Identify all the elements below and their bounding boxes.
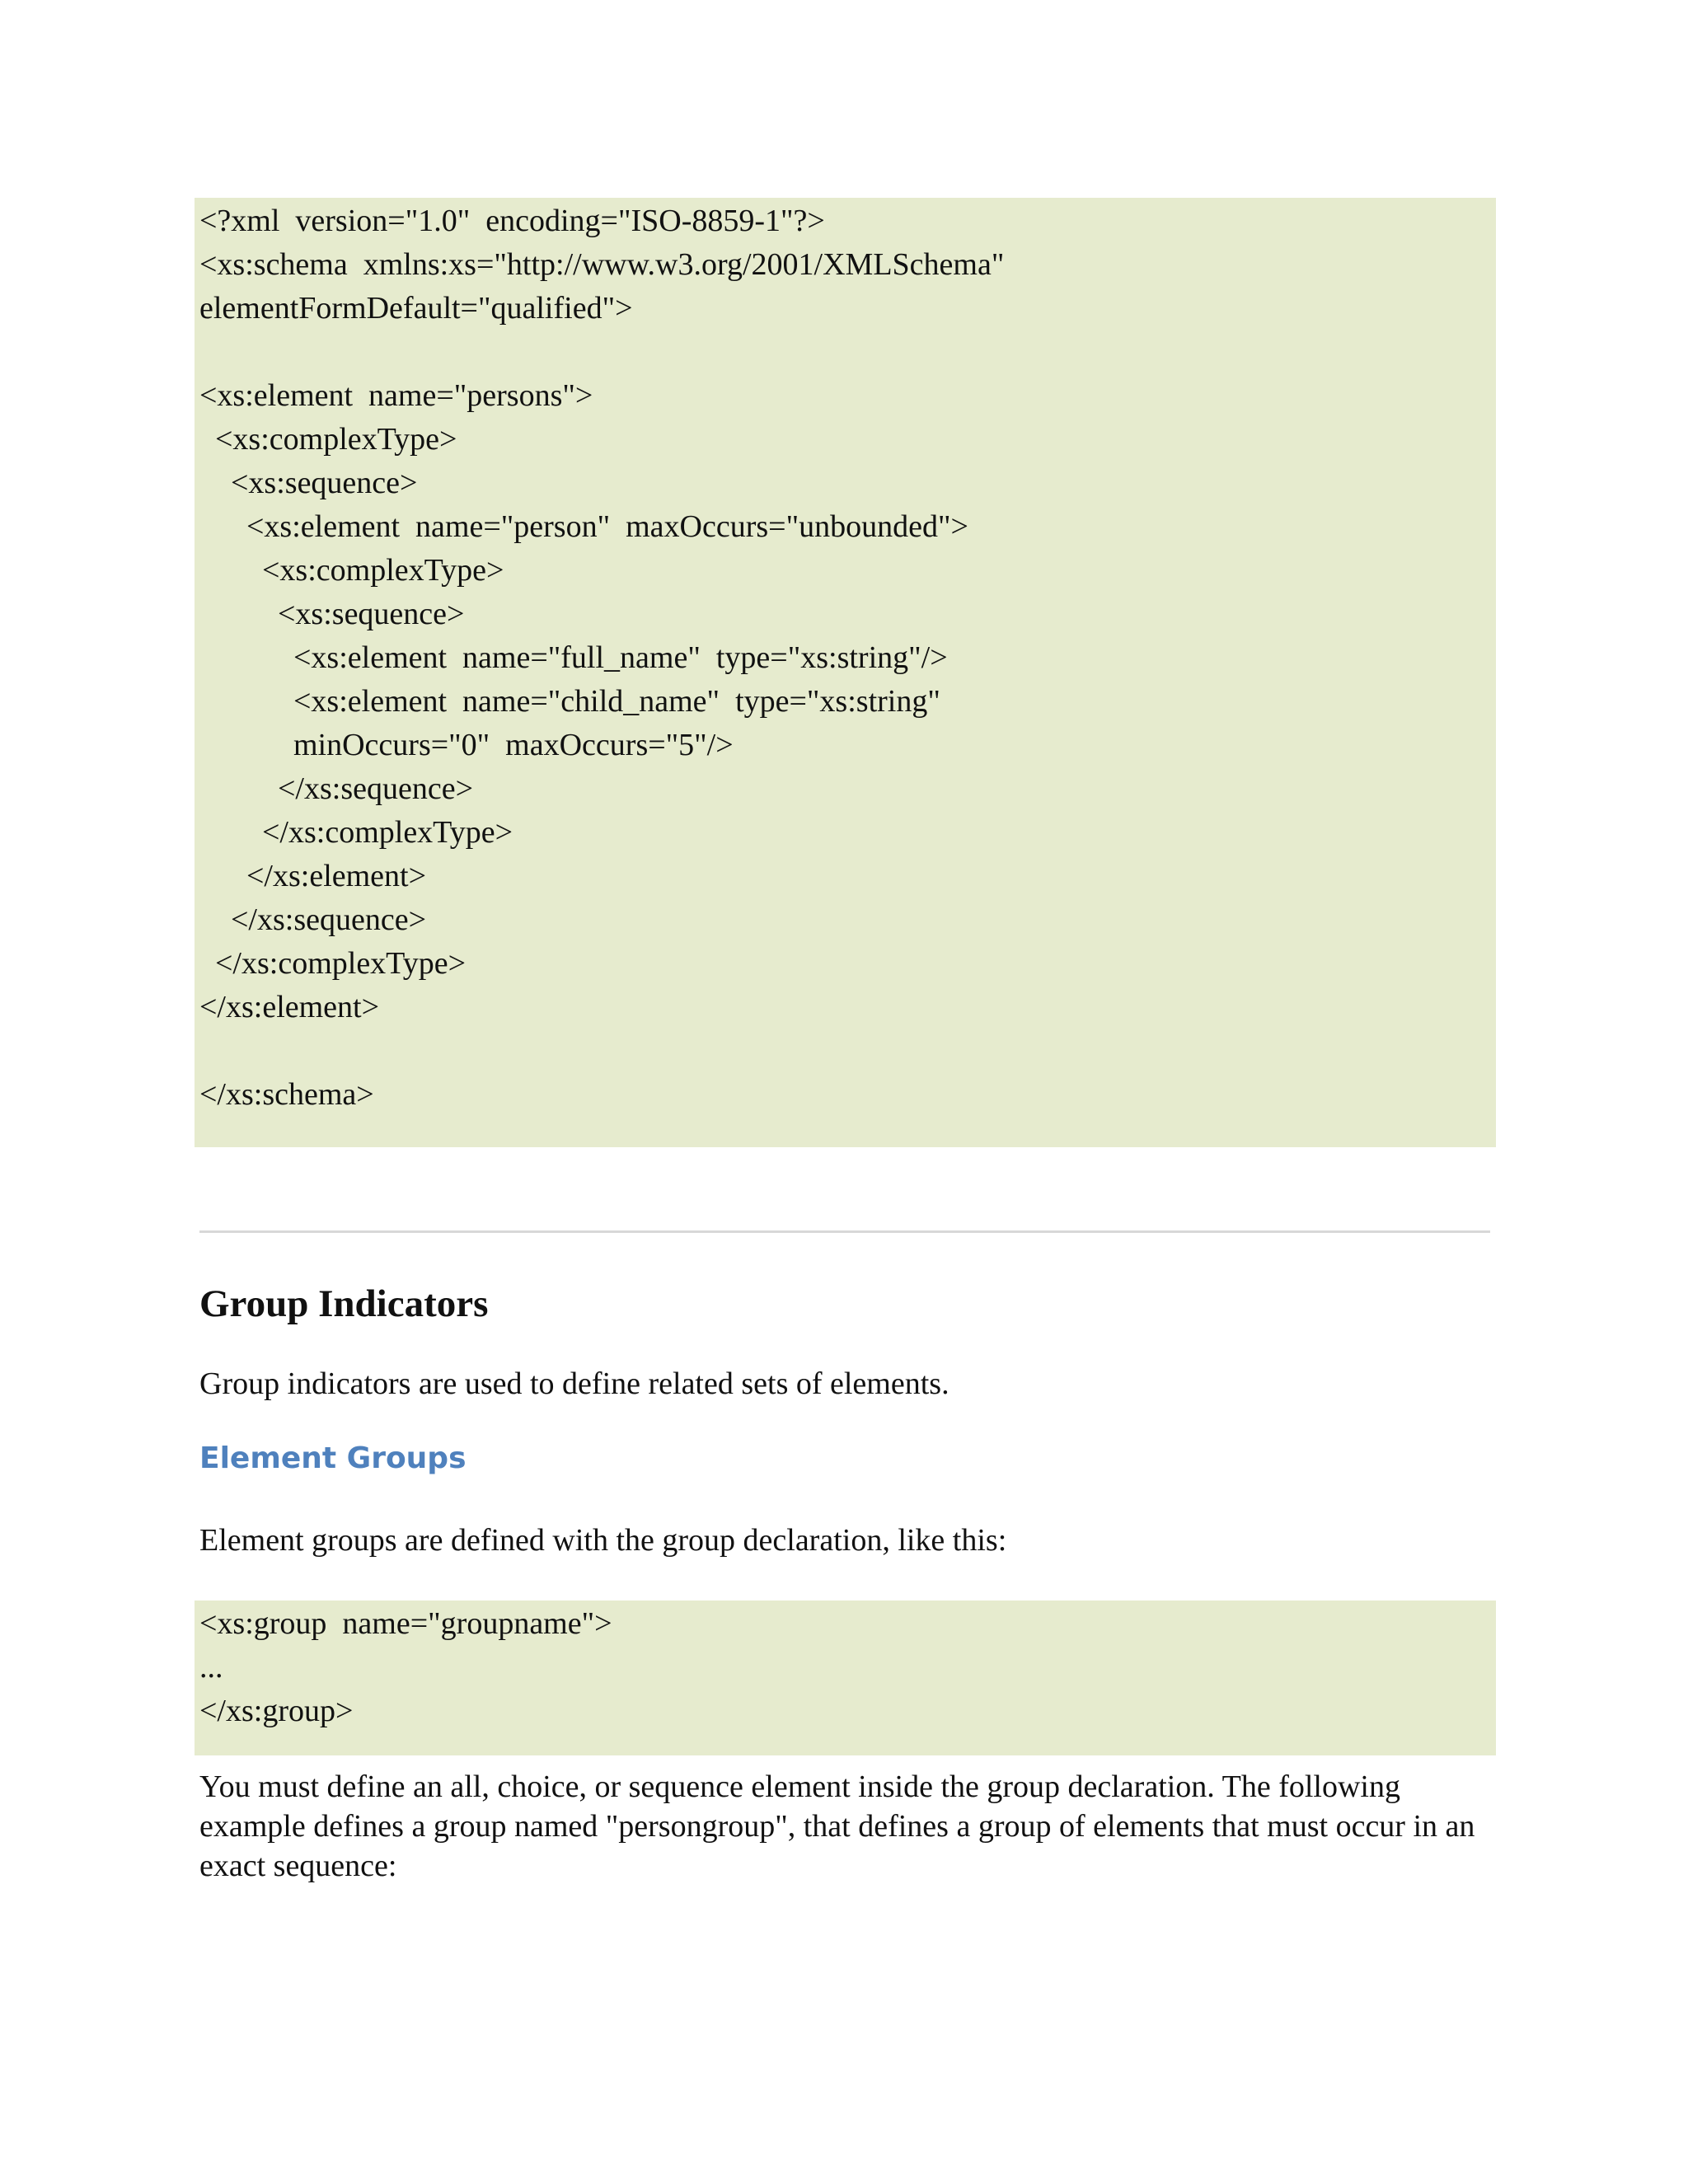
code-line: </xs:complexType> [199,946,467,981]
code-line: <xs:element name="person" maxOccurs="unbounded"> [199,509,968,544]
code-block-schema [195,198,1496,1147]
code-line: </xs:complexType> [199,815,513,850]
code-line: </xs:group> [199,1694,354,1728]
intro-paragraph: Group indicators are used to define related sets of elements. [199,1366,950,1401]
section-heading: Group Indicators [199,1282,489,1325]
subsection-heading: Element Groups [199,1441,467,1475]
code-line [199,1029,1496,1073]
code-line: <xs:element name="full_name" type="xs:string"/> [199,640,948,675]
closing-paragraph: You must define an all, choice, or sequence element inside the group declaration. The following example defines a group named "persongroup", that defines a group of elements that must occur in an exact sequence: [199,1769,1475,1883]
code-line: <xs:element name="child_name" type="xs:string" [199,684,940,719]
code-line: ... [199,1650,223,1685]
code-line: </xs:sequence> [199,771,474,806]
code-line: <xs:sequence> [199,466,418,500]
code-line: minOccurs="0" maxOccurs="5"/> [199,728,734,762]
code-line: <?xml version="1.0" encoding="ISO-8859-1"?> [199,204,825,238]
code-line: elementFormDefault="qualified"> [199,291,633,326]
code-line: <xs:group name="groupname"> [199,1606,612,1641]
code-line: <xs:complexType> [199,422,457,457]
code-line: <xs:sequence> [199,597,465,631]
code-line: </xs:element> [199,990,380,1024]
code-line: <xs:complexType> [199,553,504,588]
element-groups-paragraph: Element groups are defined with the group declaration, like this: [199,1523,1007,1558]
code-line: </xs:schema> [199,1077,374,1112]
horizontal-divider [199,1230,1490,1233]
code-line: <xs:schema xmlns:xs="http://www.w3.org/2001/XMLSchema" [199,247,1005,282]
code-line: </xs:element> [199,859,427,893]
code-line [199,330,1496,374]
code-line: <xs:element name="persons"> [199,378,593,413]
code-line: </xs:sequence> [199,902,427,937]
code-block-group [195,1601,1496,1755]
